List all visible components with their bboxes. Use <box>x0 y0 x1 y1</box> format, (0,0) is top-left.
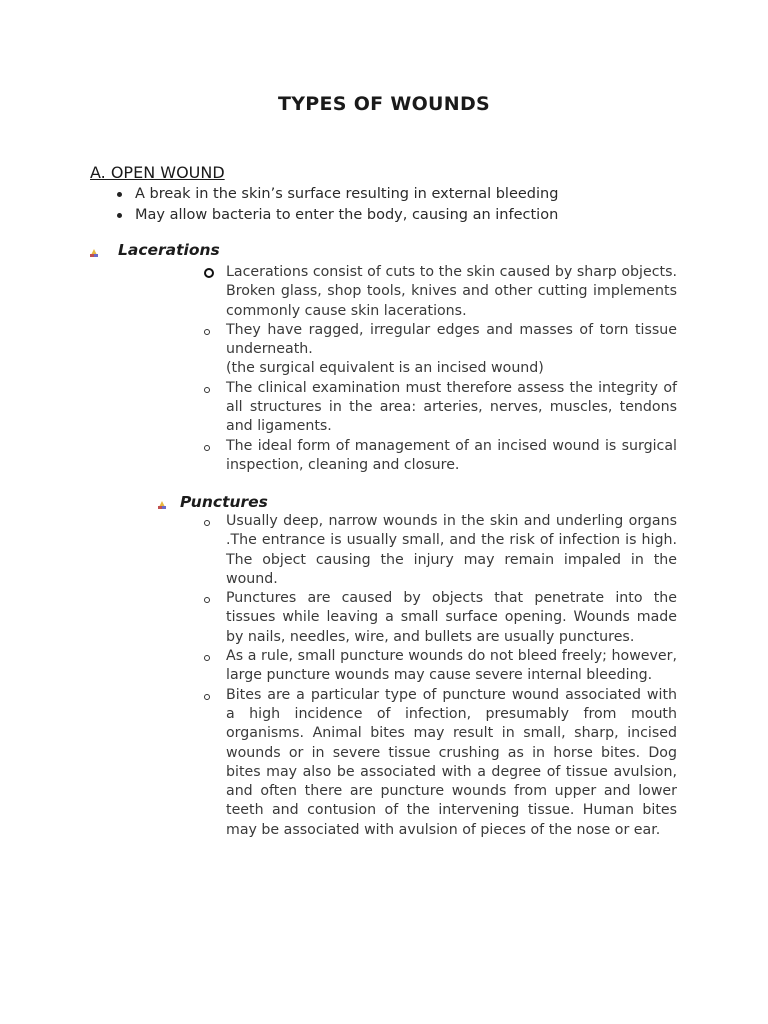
list-item: The clinical examination must therefore assess the integrity of all structures in the area: arteries, nerves, muscles, tendons and ligaments. <box>204 379 677 437</box>
list-item: A break in the skin’s surface resulting in external bleeding <box>113 184 613 205</box>
list-item: May allow bacteria to enter the body, causing an infection <box>113 205 613 226</box>
list-item: Bites are a particular type of puncture wound associated with a high incidence of infection, presumably from mouth organisms. Animal bites may result in small, sharp, incised wounds or in severe tissue crushing as in horse bites. Dog bites may also be associated with a degree of tissue avulsion, and often there are puncture wounds from upper and lower teeth and contusion of the intervening tissue. Human bites may be associated with avulsion of pieces of the nose or ear. <box>204 686 677 840</box>
section-heading-open-wound: A. OPEN WOUND <box>90 163 225 182</box>
open-wound-bullet-list <box>113 184 613 226</box>
lacerations-list <box>204 263 677 475</box>
list-item: The ideal form of management of an incised wound is surgical inspection, cleaning and closure. <box>204 437 677 476</box>
page-title: TYPES OF WOUNDS <box>277 93 491 115</box>
circle-bullet-icon <box>204 655 210 661</box>
circle-bullet-icon <box>204 268 214 278</box>
circle-bullet-icon <box>204 329 210 335</box>
list-item: Lacerations consist of cuts to the skin caused by sharp objects. Broken glass, shop tools, knives and other cutting implements commonly cause skin lacerations. <box>204 263 677 321</box>
circle-bullet-icon <box>204 597 210 603</box>
bullet-icon <box>117 213 122 218</box>
punctures-list <box>204 512 677 840</box>
flag-bullet-icon <box>157 500 167 510</box>
subsection-heading-punctures: Punctures <box>180 493 268 511</box>
list-item: As a rule, small puncture wounds do not bleed freely; however, large puncture wounds may cause severe internal bleeding. <box>204 647 677 686</box>
bullet-icon <box>117 192 122 197</box>
circle-bullet-icon <box>204 694 210 700</box>
flag-bullet-icon <box>89 248 99 258</box>
list-item: Punctures are caused by objects that penetrate into the tissues while leaving a small surface opening. Wounds made by nails, needles, wire, and bullets are usually punctures. <box>204 589 677 647</box>
subsection-heading-lacerations: Lacerations <box>118 241 220 259</box>
circle-bullet-icon <box>204 520 210 526</box>
circle-bullet-icon <box>204 445 210 451</box>
list-item: Usually deep, narrow wounds in the skin and underling organs .The entrance is usually small, and the risk of infection is high. The object causing the injury may remain impaled in the wound. <box>204 512 677 589</box>
laceration-note: (the surgical equivalent is an incised wound) <box>226 360 544 377</box>
list-item: They have ragged, irregular edges and masses of torn tissue underneath. (the surgical equivalent is an incised wound) <box>204 321 677 379</box>
circle-bullet-icon <box>204 387 210 393</box>
